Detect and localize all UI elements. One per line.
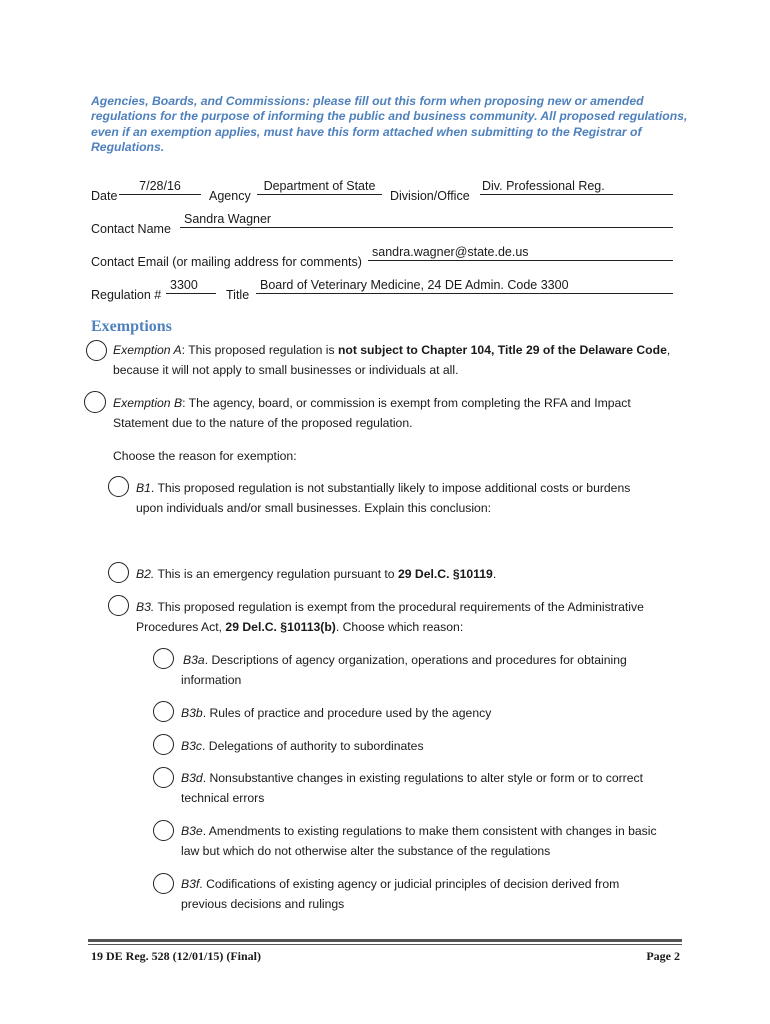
- b3c-radio[interactable]: [153, 734, 174, 755]
- division-label: Division/Office: [390, 189, 470, 203]
- exemption-a-text: Exemption A: This proposed regulation is not subject to Chapter 104, Title 29 of the Delaware Code, because it will not apply to small businesses or individuals at all.: [113, 343, 671, 377]
- exemption-b-text: Exemption B: The agency, board, or commission is exempt from completing the RFA and Impact Statement due to the nature of the proposed regulation.: [113, 396, 631, 430]
- date-label: Date: [91, 189, 118, 203]
- choose-reason-text: Choose the reason for exemption:: [113, 449, 297, 463]
- b2-radio[interactable]: [108, 562, 129, 583]
- b3d-text: B3d. Nonsubstantive changes in existing regulations to alter style or form or to correct technical errors: [181, 771, 644, 805]
- b3-text: B3. This proposed regulation is exempt from the procedural requirements of the Administrative Procedures Act, 29 Del.C. §10113(b). Choose which reason:: [136, 600, 644, 634]
- contact-email-field[interactable]: sandra.wagner@state.de.us: [368, 245, 673, 261]
- agency-field[interactable]: Department of State: [257, 179, 382, 195]
- b3b-radio[interactable]: [153, 701, 174, 722]
- title-label: Title: [226, 288, 250, 302]
- footer-citation: 19 DE Reg. 528 (12/01/15) (Final): [91, 949, 261, 963]
- contact-name-field[interactable]: Sandra Wagner: [180, 212, 673, 228]
- instructions-text: Agencies, Boards, and Commissions: please fill out this form when proposing new or amended regulations for the purpose of informing the public and business community. All proposed regulations, even if an exemption applies, must have this form attached when submitting to the Registrar of Regulations.: [91, 94, 688, 154]
- b3f-text: B3f. Codifications of existing agency or judicial principles of decision derived from previous decisions and rulings: [181, 877, 620, 911]
- b2-text: B2. This is an emergency regulation pursuant to 29 Del.C. §10119.: [136, 567, 497, 581]
- agency-label: Agency: [209, 189, 251, 203]
- b3e-text: B3e. Amendments to existing regulations to make them consistent with changes in basic law but which do not otherwise alter the substance of the regulations: [181, 824, 657, 858]
- b3a-text: B3a. Descriptions of agency organization, operations and procedures for obtaining information: [181, 653, 627, 687]
- contact-name-label: Contact Name: [91, 222, 171, 236]
- footer-rule-thin: [88, 944, 682, 945]
- exemption-b-radio[interactable]: [84, 391, 106, 413]
- b3a-radio[interactable]: [153, 648, 174, 669]
- b3e-radio[interactable]: [153, 820, 174, 841]
- exemptions-heading: Exemptions: [91, 318, 172, 335]
- exemption-a-radio[interactable]: [86, 340, 107, 361]
- b3d-radio[interactable]: [153, 767, 174, 788]
- regulation-label: Regulation #: [91, 288, 162, 302]
- b1-text: B1. This proposed regulation is not substantially likely to impose additional costs or burdens upon individuals and/or small businesses. Explain this conclusion:: [136, 481, 631, 515]
- b3f-radio[interactable]: [153, 873, 174, 894]
- b3c-text: B3c. Delegations of authority to subordinates: [181, 739, 424, 753]
- title-field[interactable]: Board of Veterinary Medicine, 24 DE Admin. Code 3300: [256, 278, 673, 294]
- contact-email-label: Contact Email (or mailing address for comments): [91, 255, 362, 269]
- b3-radio[interactable]: [108, 595, 129, 616]
- page-number: Page 2: [646, 949, 680, 963]
- b3b-text: B3b. Rules of practice and procedure used by the agency: [181, 706, 492, 720]
- regulation-field[interactable]: 3300: [166, 278, 216, 294]
- footer-rule-thick: [88, 939, 682, 942]
- division-field[interactable]: Div. Professional Reg.: [480, 179, 673, 195]
- b1-radio[interactable]: [108, 476, 129, 497]
- date-field[interactable]: 7/28/16: [119, 179, 201, 195]
